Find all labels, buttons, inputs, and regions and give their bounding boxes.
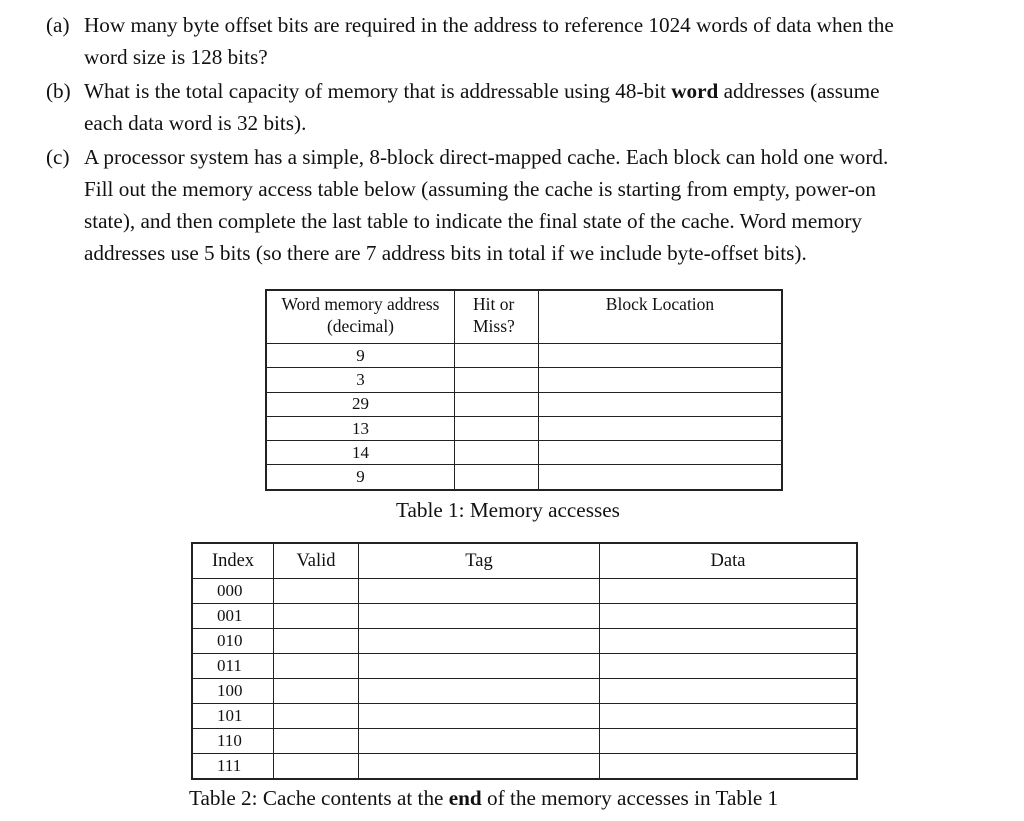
address-cell: 13 xyxy=(267,416,455,440)
table-row xyxy=(193,629,857,654)
header-index: Index xyxy=(193,544,274,579)
header-block-location: Block Location xyxy=(539,291,782,344)
table-row xyxy=(193,654,857,679)
block-location-cell[interactable] xyxy=(539,392,782,416)
address-cell: 14 xyxy=(267,441,455,465)
table-1-caption: Table 1: Memory accesses xyxy=(396,498,620,522)
table-row xyxy=(193,729,857,754)
tag-cell[interactable] xyxy=(359,604,600,629)
table-2-caption xyxy=(189,784,778,812)
tag-cell[interactable] xyxy=(359,579,600,604)
table-row xyxy=(267,441,782,465)
valid-cell[interactable] xyxy=(274,729,359,754)
address-cell: 3 xyxy=(267,368,455,392)
valid-cell[interactable] xyxy=(274,604,359,629)
hit-miss-cell[interactable] xyxy=(455,368,539,392)
question-c-label: (c) xyxy=(46,145,70,169)
tag-cell[interactable] xyxy=(359,704,600,729)
table-row xyxy=(267,465,782,489)
question-b-label: (b) xyxy=(46,79,71,103)
question-b-line-2: each data word is 32 bits). xyxy=(84,111,307,135)
question-b-bold-word: word xyxy=(671,79,719,103)
hit-miss-cell[interactable] xyxy=(455,344,539,368)
address-cell: 9 xyxy=(267,344,455,368)
table-row xyxy=(193,604,857,629)
question-a-line-1: How many byte offset bits are required in the address to reference 1024 words of data when the xyxy=(84,13,894,37)
question-c xyxy=(46,141,1016,269)
index-cell: 111 xyxy=(193,754,274,779)
question-c-line-3: state), and then complete the last table to indicate the final state of the cache. Word memory xyxy=(84,209,863,233)
memory-access-table xyxy=(266,290,782,490)
question-b-line-1-start: What is the total capacity of memory that is addressable using 48-bit xyxy=(84,79,672,103)
data-cell[interactable] xyxy=(600,729,857,754)
valid-cell[interactable] xyxy=(274,629,359,654)
table-row xyxy=(267,368,782,392)
header-word-memory-address-line-1: Word memory address xyxy=(281,294,440,314)
table-2-caption-end: of the memory accesses in Table 1 xyxy=(481,786,779,810)
data-cell[interactable] xyxy=(600,704,857,729)
table-row xyxy=(267,344,782,368)
tag-cell[interactable] xyxy=(359,679,600,704)
block-location-cell[interactable] xyxy=(539,368,782,392)
cache-contents-table xyxy=(192,543,857,779)
address-cell: 9 xyxy=(267,465,455,489)
index-cell: 001 xyxy=(193,604,274,629)
header-hit-or-miss-line-2: Miss? xyxy=(473,316,515,336)
header-tag: Tag xyxy=(359,544,600,579)
tag-cell[interactable] xyxy=(359,654,600,679)
valid-cell[interactable] xyxy=(274,704,359,729)
data-cell[interactable] xyxy=(600,604,857,629)
index-cell: 011 xyxy=(193,654,274,679)
cache-contents-header-row xyxy=(193,544,857,579)
hit-miss-cell[interactable] xyxy=(455,441,539,465)
hit-miss-cell[interactable] xyxy=(455,416,539,440)
valid-cell[interactable] xyxy=(274,679,359,704)
table-row xyxy=(193,704,857,729)
question-c-line-1: A processor system has a simple, 8-block direct-mapped cache. Each block can hold one word. xyxy=(84,145,889,169)
hit-miss-cell[interactable] xyxy=(455,392,539,416)
tag-cell[interactable] xyxy=(359,629,600,654)
block-location-cell[interactable] xyxy=(539,465,782,489)
hit-miss-cell[interactable] xyxy=(455,465,539,489)
tag-cell[interactable] xyxy=(359,729,600,754)
table-row xyxy=(193,579,857,604)
data-cell[interactable] xyxy=(600,654,857,679)
address-cell: 29 xyxy=(267,392,455,416)
data-cell[interactable] xyxy=(600,579,857,604)
question-a xyxy=(46,9,1016,73)
data-cell[interactable] xyxy=(600,754,857,779)
question-b xyxy=(46,75,1016,139)
header-word-memory-address xyxy=(267,291,455,344)
data-cell[interactable] xyxy=(600,629,857,654)
question-a-line-2: word size is 128 bits? xyxy=(84,45,268,69)
table-row xyxy=(193,679,857,704)
table-2-caption-start: Table 2: Cache contents at the xyxy=(189,786,449,810)
table-2-caption-bold: end xyxy=(448,786,482,810)
tag-cell[interactable] xyxy=(359,754,600,779)
header-hit-or-miss-line-1: Hit or xyxy=(473,294,515,314)
header-data: Data xyxy=(600,544,857,579)
question-a-label: (a) xyxy=(46,13,70,37)
valid-cell[interactable] xyxy=(274,654,359,679)
index-cell: 000 xyxy=(193,579,274,604)
table-row xyxy=(193,754,857,779)
question-b-line-1 xyxy=(84,75,1016,107)
question-c-line-4: addresses use 5 bits (so there are 7 address bits in total if we include byte-offset bits). xyxy=(84,241,807,265)
data-cell[interactable] xyxy=(600,679,857,704)
question-b-line-1-end: addresses (assume xyxy=(718,79,880,103)
valid-cell[interactable] xyxy=(274,754,359,779)
valid-cell[interactable] xyxy=(274,579,359,604)
index-cell: 010 xyxy=(193,629,274,654)
index-cell: 100 xyxy=(193,679,274,704)
table-row xyxy=(267,416,782,440)
index-cell: 110 xyxy=(193,729,274,754)
question-c-line-2: Fill out the memory access table below (assuming the cache is starting from empty, power-on xyxy=(84,177,876,201)
block-location-cell[interactable] xyxy=(539,441,782,465)
header-word-memory-address-line-2: (decimal) xyxy=(326,316,395,336)
index-cell: 101 xyxy=(193,704,274,729)
header-hit-or-miss xyxy=(455,291,539,344)
header-valid: Valid xyxy=(274,544,359,579)
memory-access-header-row xyxy=(267,291,782,344)
table-row xyxy=(267,392,782,416)
block-location-cell[interactable] xyxy=(539,344,782,368)
block-location-cell[interactable] xyxy=(539,416,782,440)
